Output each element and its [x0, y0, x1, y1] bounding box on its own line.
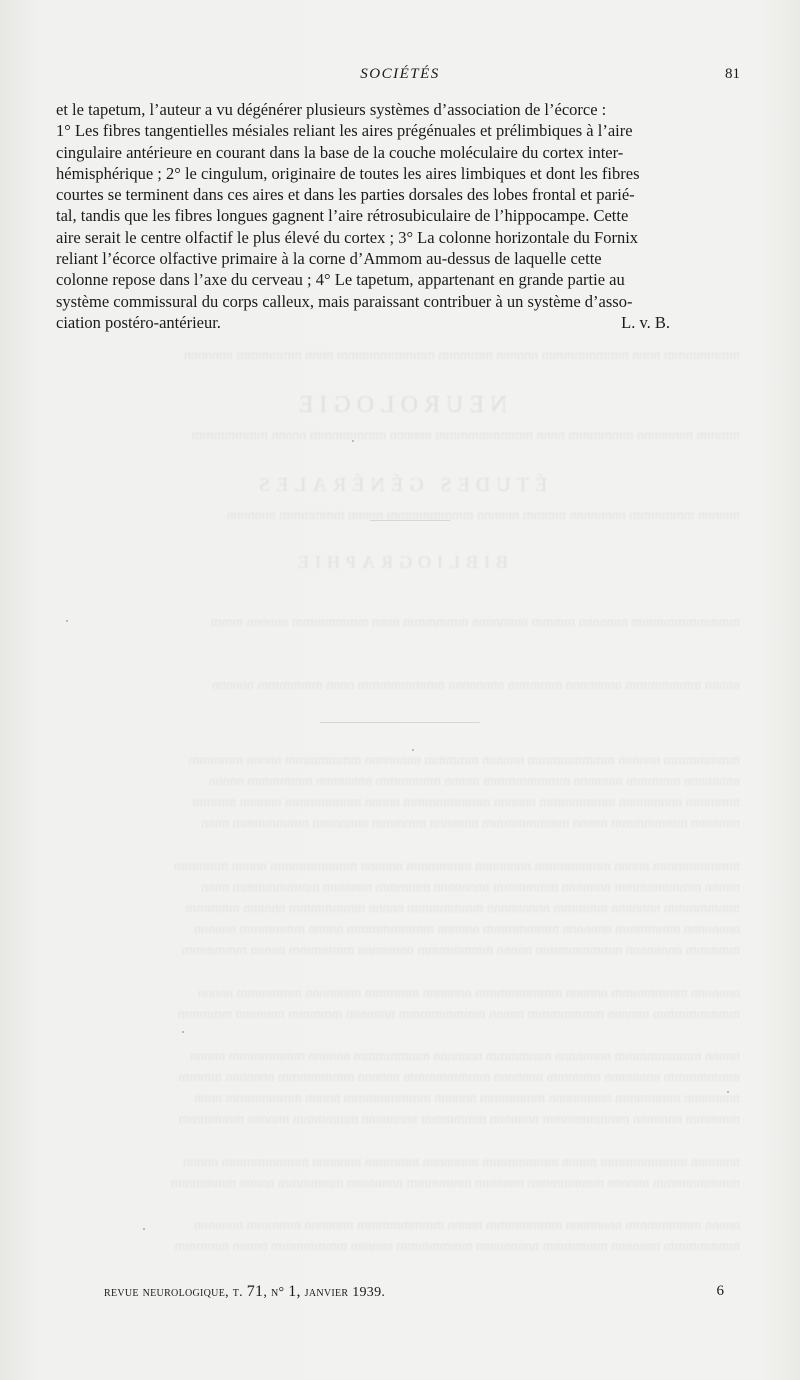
bleed-through-text: nnnnnnn mmmmmmm nnnnn mmmmmmmm nnnnnnn mmmmm nnnnnnnn mmmmmmm nnnn: [200, 816, 740, 831]
bleed-through-text: mmmmmmm nnnn mmmmmmmm nnnnnn mmmmm mmmmmmmmm nnnn mmmmmm nnnnnnn: [183, 348, 740, 363]
page-footer: [104, 1283, 724, 1303]
bleed-through-text: mmmmm nnnnnnnnn mmmmmmm nnnnnn mmmmmmmm nnnnn mmmmmmm nnnnnn mmmm: [192, 795, 740, 810]
bleed-through-text: nnnnnnnn mmmmmm nnnnnnn mmmmmmm nnnnnn mmmmmmmm nnnnn mmmmmm nnnnnn: [193, 922, 740, 937]
scan-speck: [182, 1031, 184, 1033]
scan-speck: [412, 749, 414, 751]
running-head: [0, 66, 800, 86]
sheet-number: 6: [716, 1283, 724, 1299]
bleed-through-text: nnnnnnnn mmmmmm nnnnnnnnn mmmmmm nnnnnn mmmmmmmm nnnnn mmmmmmm nnnn: [193, 1091, 740, 1106]
journal-citation: revue neurologique, t. 71, n° 1, janvier 1939.: [104, 1283, 386, 1300]
text-line: ciation postéro-antérieur.: [56, 312, 221, 332]
bleed-through-text: mmmmm nnnnnnn mmmmmmmm nnnnnnn mmmmmm nnnnnnnn mmmmmm nnnnnn mmmmmm: [178, 1112, 740, 1127]
article-body: [56, 99, 742, 333]
bleed-through-text: nnnnnnn mmmmmmm nnnnnn mmmmmmmm nnnnnnn mmmmm nnnnnnnn mmmmmm nnnnn: [197, 986, 740, 1001]
bleed-through-text: nnnnn mmmmmmm nnnnnnnn mmmmm nnnnnnnn mmmmmmmm nnnn mmmmmm nnnnnn: [211, 678, 740, 693]
bleed-through-text: mmmmmmm nnnnnnnn mmmmm nnnnnnn mmmmmmmm nnnnnn mmmmmmm nnnnnnn mmmm: [178, 1070, 740, 1085]
text-line: hémisphérique ; 2° le cingulum, originaire de toutes les aires limbiques et dont les fibres: [56, 163, 640, 183]
bleed-through-text: mmmmmmmm nnnnn mmmmmmm nnnnnnnn mmmmmm nnnnnn mmmmmmmm nnnnn mmmmm: [173, 859, 740, 874]
bleed-through-text: mmmmm nnnnnnnn mmmmmmmm nnnnn mmmmmmm nnnnnnnn mmmmmm nnnnn mmmmmm: [181, 943, 740, 958]
bleed-through-text: mmmmmmmmmm nnnnnnn mmmm nnnnnnnn mmmmmm nnnn mmmmmmm nnnnnn mmm: [210, 615, 740, 630]
bleed-through-text: mmmmmmmm nnnnnn mmmmmmm nnnnnnn mmmmmm nnnnnnnn mmmmmm nnnnn mmmmmm: [170, 1176, 740, 1191]
text-line: et le tapetum, l’auteur a vu dégénérer plusieurs systèmes d’association de l’écorce :: [56, 100, 607, 119]
text-line: tal, tandis que les fibres longues gagnent l’aire rétrosubiculaire de l’hippocampe. Cette: [56, 206, 629, 226]
page-number: 81: [725, 66, 740, 82]
bleed-through-text: nnnnn mmmmmmmm nnnnnnn mmmmmm nnnnnnnn mmmmm nnnnnnn mmmmmmmm nnnn: [200, 880, 740, 895]
text-line: 1° Les fibres tangentielles mésiales reliant les aires prégénuales et prélimbiques à l’aire: [56, 121, 633, 141]
bleed-through-text: mmmmmmmm nnnnnn mmmmmmm nnnnn mmmmmmmm nnnnnnn mmmmm nnnnnnn mmmmm: [177, 1007, 740, 1022]
scan-speck: [143, 1228, 145, 1230]
bleed-through-text: mmmmmmm nnnnnnn mmmmmm nnnnnnnnn mmmmmmm nnnnnn mmmmmmm nnnnn mmmmm: [174, 1239, 740, 1254]
scan-speck: [727, 1091, 729, 1093]
final-line: [56, 312, 742, 333]
journal-name: revue neurologique, t.: [104, 1285, 243, 1300]
text-line: courtes se terminent dans ces aires et dans les parties dorsales des lobes frontal et parié-: [56, 185, 635, 205]
text-line: cingulaire antérieure en courant dans la base de la couche moléculaire du cortex inter-: [56, 142, 624, 162]
bleed-through-text: nnnnnnnn mmmmm nnnnnnn mmmmmmmm nnnnn mmmmmm nnnnnnnn mmmmmm nnnnn: [208, 774, 740, 789]
bleed-through-text: nnnnnn mmmmmm nnnnnnnn mmmm nnnnnn mmmmmmmm nnnnn mmmmmm nnnnnnn: [226, 508, 740, 523]
text-line: reliant l’écorce olfactive primaire à la corne d’Ammom au-dessus de laquelle cette: [56, 249, 602, 269]
journal-volume: 71: [246, 1283, 264, 1300]
bleed-through-subheading: ÉTUDES GÉNÉRALES: [252, 474, 548, 496]
bleed-through-heading: NEUROLOGIE: [292, 392, 508, 418]
bleed-through-text: mmmmmmm nnnnnnn mmmmm nnnnnnnnn mmmmmmm nnnnn mmmmmmm nnnnnn mmmmm: [185, 901, 740, 916]
issue-date: janvier 1939.: [304, 1285, 386, 1300]
bleed-through-text: nnnnn mmmmmmmm nnnnnnnn mmmmmm nnnnnnn mmmmmmm nnnnnn mmmmmmm nnnnn: [190, 1049, 740, 1064]
bleed-through-text: mmmm nnnnnnnn mmmmmm nnnn mmmmmmmmm nnnnnn mmmmmmm nnnnn mmmmmmm: [191, 428, 740, 443]
bleed-through-text: nnnnnnn mmmmmmmm nnnnn mmmmmmm nnnnnnnn mmmmm nnnnnnn mmmmmmmm nnnnn: [183, 1155, 740, 1170]
text-line: aire serait le centre olfactif le plus élevé du cortex ; 3° La colonne horizontale du Fornix: [56, 227, 639, 247]
scan-speck: [66, 620, 68, 622]
scan-speck: [352, 440, 354, 442]
bleed-through-text: nnnnn mmmmmmm nnnnnnnn mmmmmmm nnnnn mmmmmmmm nnnnnnn mmmmm nnnnnnn: [193, 1218, 740, 1233]
bleed-through-heading: BIBLIOGRAPHIE: [292, 552, 508, 572]
bleed-through-rule: [320, 722, 480, 723]
running-title: SOCIÉTÉS: [360, 66, 440, 82]
bleed-through-text: mmmmmmm nnnnnn mmmmmmmm nnnnnn mmmmm nnnnnnnn mmmmmmm nnnnn mmmmm: [188, 753, 740, 768]
author-signature: L. v. B.: [621, 312, 670, 332]
issue-number: 1,: [288, 1283, 301, 1300]
text-line: système commissural du corps calleux, mais paraissant contribuer à un système d’asso-: [56, 291, 633, 311]
text-line: colonne repose dans l’axe du cerveau ; 4° Le tapetum, appartenant en grande partie au: [56, 270, 625, 290]
issue-label: n°: [270, 1285, 285, 1300]
